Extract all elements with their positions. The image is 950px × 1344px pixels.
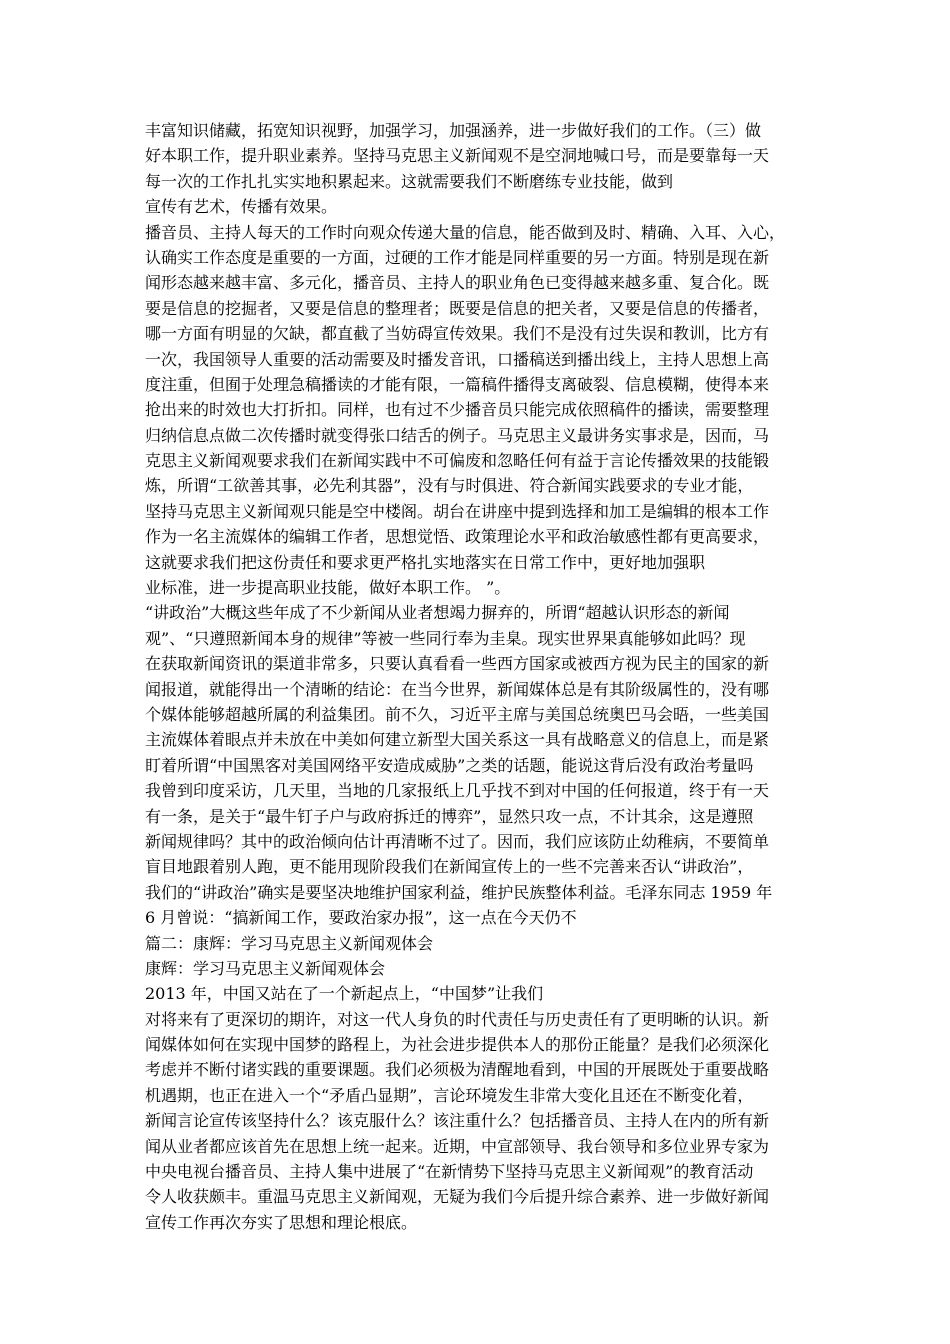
text-line: 抢出来的时效也大打折扣。同样，也有过不少播音员只能完成依照稿件的播读，需要整理: [145, 400, 770, 420]
text-line: 6 月曾说：“搞新闻工作，要政治家办报”，这一点在今天仍不: [145, 908, 577, 928]
text-line: 盲目地跟着别人跑，更不能用现阶段我们在新闻宣传上的一些不完善来否认“讲政治”，: [145, 857, 754, 877]
text-line: 机遇期，也正在进入一个“矛盾凸显期”，言论环境发生非常大变化且还在不断变化着，: [145, 1085, 754, 1105]
text-line: 对将来有了更深切的期许，对这一代人身负的时代责任与历史责任有了更明晰的认识。新: [145, 1009, 770, 1029]
text-line: 我曾到印度采访，几天里，当地的几家报纸上几乎找不到对中国的任何报道，终于有一天: [145, 781, 770, 801]
text-line: 新闻规律吗？其中的政治倾向估计再清晰不过了。因而，我们应该防止幼稚病，不要简单: [145, 831, 770, 851]
text-line: 2013 年，中国又站在了一个新起点上，“中国梦”让我们: [145, 984, 544, 1004]
text-line: 哪一方面有明显的欠缺，都直截了当妨碍宣传效果。我们不是没有过失误和教训，比方有: [145, 324, 770, 344]
text-line: 归纳信息点做二次传播时就变得张口结舌的例子。马克思主义最讲务实事求是，因而，马: [145, 425, 770, 445]
text-line: 这就要求我们把这份责任和要求更严格扎实地落实在日常工作中，更好地加强职: [145, 552, 706, 572]
text-line: 观”、“只遵照新闻本身的规律”等被一些同行奉为圭臬。现实世界果真能够如此吗？现: [145, 628, 746, 648]
text-line: 闻从业者都应该首先在思想上统一起来。近期，中宣部领导、我台领导和多位业界专家为: [145, 1136, 770, 1156]
text-line: 认确实工作态度是重要的一方面，过硬的工作才能是同样重要的另一方面。特别是现在新: [145, 247, 770, 267]
text-line: 考虑并不断付诸实践的重要课题。我们必须极为清醒地看到，中国的开展既处于重要战略: [145, 1060, 770, 1080]
text-line: 盯着所谓“中国黑客对美国网络平安造成威胁”之类的话题，能说这背后没有政治考量吗: [145, 755, 754, 775]
text-line: 度注重，但囿于处理急稿播读的才能有限，一篇稿件播得支离破裂、信息模糊，使得本来: [145, 374, 770, 394]
text-line: 有一条，是关于“最牛钉子户与政府拆迁的博弈”，显然只攻一点，不计其余，这是遵照: [145, 806, 754, 826]
text-line: “讲政治”大概这些年成了不少新闻从业者想竭力摒弃的，所谓“超越认识形态的新闻: [145, 603, 730, 623]
text-line: 我们的“讲政治”确实是要坚决地维护国家利益，维护民族整体利益。毛泽东同志 1959 年: [145, 882, 773, 902]
text-line: 坚持马克思主义新闻观只能是空中楼阁。胡台在讲座中提到选择和加工是编辑的根本工作: [145, 501, 770, 521]
text-line: 业标准，进一步提高职业技能，做好本职工作。 ”。: [145, 578, 511, 598]
text-line: 作为一名主流媒体的编辑工作者，思想觉悟、政策理论水平和政治敏感性都有更高要求，: [145, 527, 770, 547]
text-line: 播音员、主持人每天的工作时向观众传递大量的信息，能否做到及时、精确、入耳、入心，: [145, 222, 786, 242]
text-line: 闻报道，就能得出一个清晰的结论：在当今世界，新闻媒体总是有其阶级属性的，没有哪: [145, 679, 770, 699]
document-body: [145, 118, 817, 1235]
text-line: 闻形态越来越丰富、多元化，播音员、主持人的职业角色已变得越来越多重、复合化。既: [145, 273, 770, 293]
text-line: 要是信息的挖掘者，又要是信息的整理者；既要是信息的把关者，又要是信息的传播者，: [145, 298, 770, 318]
text-line: 每一次的工作扎扎实实地积累起来。这就需要我们不断磨练专业技能，做到: [145, 171, 674, 191]
text-line: 康辉：学习马克思主义新闻观体会: [145, 958, 386, 978]
text-line: 篇二：康辉：学习马克思主义新闻观体会: [145, 933, 434, 953]
text-line: 宣传有艺术，传播有效果。: [145, 197, 338, 217]
text-line: 丰富知识储藏，拓宽知识视野，加强学习，加强涵养，进一步做好我们的工作。（三）做: [145, 121, 762, 140]
text-line: 炼，所谓“工欲善其事，必先利其器”，没有与时俱进、符合新闻实践要求的专业才能，: [145, 476, 754, 496]
text-line: 中央电视台播音员、主持人集中进展了“在新情势下坚持马克思主义新闻观”的教育活动: [145, 1162, 754, 1182]
text-line: 闻媒体如何在实现中国梦的路程上，为社会进步提供本人的那份正能量？是我们必须深化: [145, 1035, 770, 1055]
text-line: 令人收获颇丰。重温马克思主义新闻观，无疑为我们今后提升综合素养、进一步做好新闻: [145, 1187, 770, 1207]
text-line: 主流媒体着眼点并未放在中美如何建立新型大国关系这一具有战略意义的信息上，而是紧: [145, 730, 770, 750]
text-line: 个媒体能够超越所属的利益集团。前不久，习近平主席与美国总统奥巴马会晤，一些美国: [145, 704, 770, 724]
text-line: 在获取新闻资讯的渠道非常多，只要认真看看一些西方国家或被西方视为民主的国家的新: [145, 654, 770, 674]
text-line: 一次，我国领导人重要的活动需要及时播发音讯，口播稿送到播出线上，主持人思想上高: [145, 349, 770, 369]
text-line: 好本职工作，提升职业素养。坚持马克思主义新闻观不是空洞地喊口号，而是要靠每一天: [145, 146, 770, 166]
text-line: 宣传工作再次夯实了思想和理论根底。: [145, 1212, 418, 1232]
text-line: 新闻言论宣传该坚持什么？该克服什么？该注重什么？包括播音员、主持人在内的所有新: [145, 1111, 770, 1131]
text-line: 克思主义新闻观要求我们在新闻实践中不可偏废和忽略任何有益于言论传播效果的技能锻: [145, 451, 770, 471]
